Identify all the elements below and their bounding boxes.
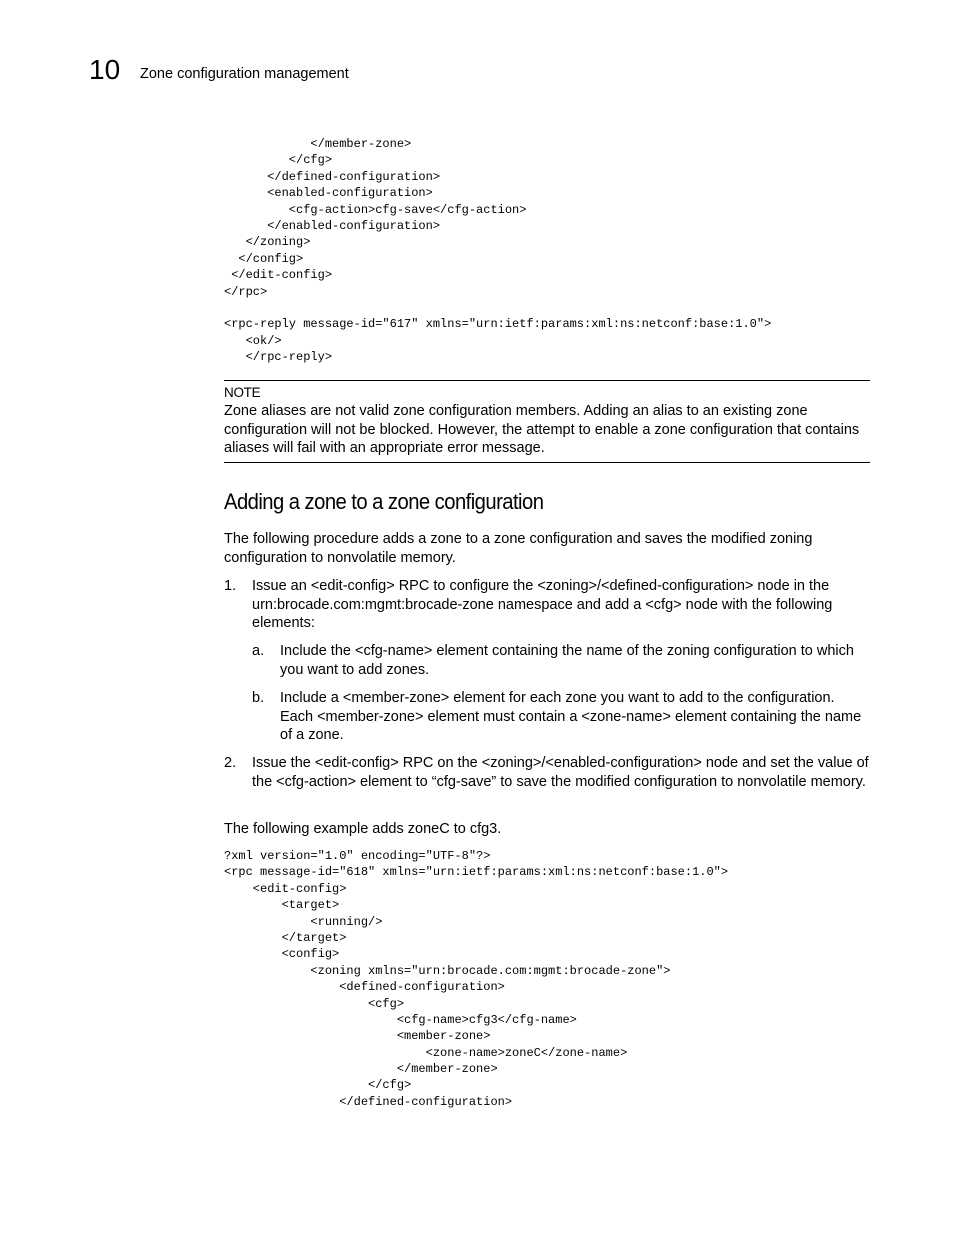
code-line: </member-zone> <box>224 1062 498 1077</box>
chapter-title: Zone configuration management <box>140 66 349 82</box>
substep-marker: a. <box>252 643 265 659</box>
code-line: </defined-configuration> <box>224 169 441 184</box>
intro-paragraph: The following procedure adds a zone to a zone configuration and saves the modified zoning configuration to nonvolatile memory. <box>224 531 813 566</box>
code-line: <cfg> <box>224 996 405 1011</box>
code-line: </rpc> <box>224 284 268 299</box>
code-line: <enabled-configuration> <box>224 186 433 201</box>
code-line: <edit-config> <box>224 881 347 896</box>
code-line: <rpc message-id="618" xmlns="urn:ietf:params:xml:ns:netconf:base:1.0"> <box>224 865 729 880</box>
section-heading: Adding a zone to a zone configuration <box>224 489 544 514</box>
step-text: Issue an <edit-config> RPC to configure the <zoning>/<defined-configuration> node in the urn:brocade.com:mgmt:brocade-zone namespace and add a <cfg> node with the following elements: <box>252 578 833 632</box>
code-line: </defined-configuration> <box>224 1094 513 1109</box>
example-intro: The following example adds zoneC to cfg3. <box>224 821 502 837</box>
code-line: <ok/> <box>224 333 282 348</box>
step-marker: 2. <box>224 755 237 771</box>
step-text: Issue the <edit-config> RPC on the <zoning>/<enabled-configuration> node and set the value of the <cfg-action> element to “cfg-save” to save the modified configuration to nonvolatile memory. <box>252 755 869 790</box>
code-line: <defined-configuration> <box>224 980 505 995</box>
code-block-continuation <box>224 136 771 365</box>
substep-text: Include the <cfg-name> element containing the name of the zoning configuration to which you want to add zones. <box>280 643 854 678</box>
code-line: <zone-name>zoneC</zone-name> <box>224 1045 628 1060</box>
substep-text: Include a <member-zone> element for each zone you want to add to the configuration. Each <member-zone> element must contain a <zone-name> element containing the name of a zone. <box>280 690 862 744</box>
code-line: </target> <box>224 930 347 945</box>
code-line: </rpc-reply> <box>224 350 333 365</box>
code-line: <zoning xmlns="urn:brocade.com:mgmt:brocade-zone"> <box>224 963 671 978</box>
chapter-number: 10 <box>89 54 121 85</box>
code-line: </cfg> <box>224 1078 412 1093</box>
substep-marker: b. <box>252 690 265 706</box>
code-line: <target> <box>224 898 340 913</box>
note-box <box>224 380 870 463</box>
code-line: </member-zone> <box>224 137 412 151</box>
code-line: </config> <box>224 251 304 266</box>
note-label: NOTE <box>224 385 261 400</box>
code-block-example <box>224 848 728 1110</box>
code-line: <running/> <box>224 914 383 929</box>
code-line: </cfg> <box>224 153 333 168</box>
code-line: <config> <box>224 947 340 962</box>
step-marker: 1. <box>224 578 237 594</box>
code-line: ?xml version="1.0" encoding="UTF-8"?> <box>224 849 491 863</box>
code-line: </enabled-configuration> <box>224 218 441 233</box>
code-line: <cfg-action>cfg-save</cfg-action> <box>224 202 527 217</box>
code-line: <member-zone> <box>224 1029 491 1044</box>
code-line: </edit-config> <box>224 268 333 283</box>
code-line <box>224 300 771 316</box>
code-line: <cfg-name>cfg3</cfg-name> <box>224 1012 577 1027</box>
note-text: Zone aliases are not valid zone configuration members. Adding an alias to an existing zone configuration will not be blocked. However, the attempt to enable a zone configuration that contains aliases will fail with an appropriate error message. <box>224 403 860 457</box>
code-line: </zoning> <box>224 235 311 250</box>
code-line: <rpc-reply message-id="617" xmlns="urn:ietf:params:xml:ns:netconf:base:1.0"> <box>224 317 772 332</box>
